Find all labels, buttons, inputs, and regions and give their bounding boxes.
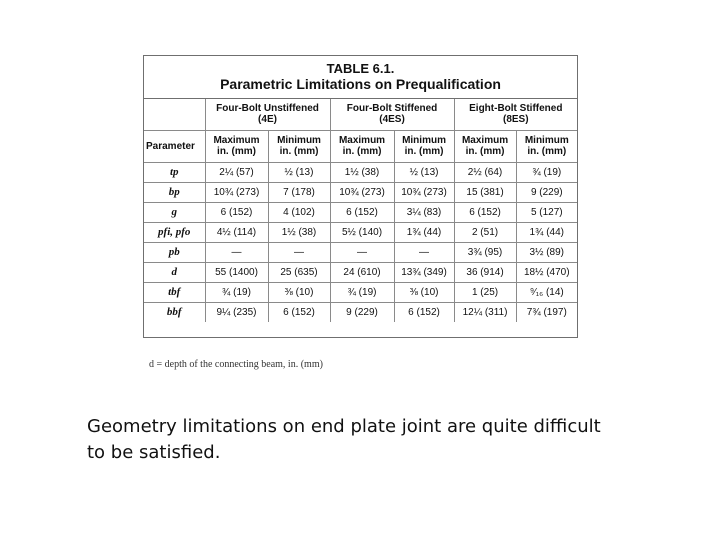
value-cell: 6 (152) [454, 202, 516, 222]
group-header-4es [330, 99, 454, 130]
group-4es-code: (4ES) [379, 114, 405, 126]
value-cell: 7 (178) [268, 182, 330, 202]
value-cell: ⅜ (10) [268, 282, 330, 302]
subheader-unit: in. (mm) [342, 146, 382, 157]
value-cell: ¾ (19) [516, 162, 577, 182]
table-row [144, 162, 577, 182]
subheader-unit: in. (mm) [404, 146, 444, 157]
value-cell: ¾ (19) [205, 282, 268, 302]
subheader-4e-max [205, 130, 268, 162]
parameter-cell: bp [144, 182, 205, 202]
group-8es-code: (8ES) [503, 114, 529, 126]
value-cell: ⅜ (10) [394, 282, 454, 302]
group-4es-name: Four-Bolt Stiffened [346, 103, 438, 115]
group-4e-code: (4E) [258, 114, 277, 126]
group-8es-name: Eight-Bolt Stiffened [469, 103, 563, 115]
value-cell: — [205, 242, 268, 262]
value-cell: 1¾ (44) [394, 222, 454, 242]
value-cell: 55 (1400) [205, 262, 268, 282]
value-cell: 2½ (64) [454, 162, 516, 182]
value-cell: — [268, 242, 330, 262]
value-cell: 6 (152) [205, 202, 268, 222]
parameter-cell: pfi, pfo [144, 222, 205, 242]
parameter-cell: pb [144, 242, 205, 262]
value-cell: 18½ (470) [516, 262, 577, 282]
table-body [144, 162, 577, 322]
value-cell: 2 (51) [454, 222, 516, 242]
value-cell: 9 (229) [330, 302, 394, 322]
value-cell: 1 (25) [454, 282, 516, 302]
subheader-label: Maximum [461, 135, 509, 146]
parameter-cell: g [144, 202, 205, 222]
table-row [144, 182, 577, 202]
value-cell: ⁹⁄₁₆ (14) [516, 282, 577, 302]
subheader-label: Maximum [213, 135, 260, 146]
value-cell: 3½ (89) [516, 242, 577, 262]
group-header-4e [205, 99, 330, 130]
value-cell: — [330, 242, 394, 262]
value-cell: 10¾ (273) [205, 182, 268, 202]
value-cell: 24 (610) [330, 262, 394, 282]
value-cell: 10¾ (273) [330, 182, 394, 202]
value-cell: 6 (152) [268, 302, 330, 322]
value-cell: — [394, 242, 454, 262]
parameter-cell: d [144, 262, 205, 282]
table-number: TABLE 6.1. [326, 61, 395, 76]
subheader-4e-min [268, 130, 330, 162]
subheader-unit: in. (mm) [217, 146, 256, 157]
value-cell: 25 (635) [268, 262, 330, 282]
table-row [144, 202, 577, 222]
table-row [144, 262, 577, 282]
value-cell: 3¾ (95) [454, 242, 516, 262]
subheader-8es-min [516, 130, 577, 162]
value-cell: 7¾ (197) [516, 302, 577, 322]
parameter-cell: tbf [144, 282, 205, 302]
value-cell: 9 (229) [516, 182, 577, 202]
parametric-limitations-table [143, 55, 578, 338]
value-cell: 5½ (140) [330, 222, 394, 242]
parameter-header: Parameter [144, 130, 205, 162]
subheader-8es-max [454, 130, 516, 162]
value-cell: 1½ (38) [330, 162, 394, 182]
limits-grid [144, 99, 577, 322]
subheader-4es-max [330, 130, 394, 162]
table-footnote: d = depth of the connecting beam, in. (mm) [149, 359, 323, 370]
parameter-cell: tp [144, 162, 205, 182]
subheader-label: Minimum [524, 135, 569, 146]
value-cell: 4 (102) [268, 202, 330, 222]
value-cell: 2¼ (57) [205, 162, 268, 182]
value-cell: ½ (13) [268, 162, 330, 182]
value-cell: 1½ (38) [268, 222, 330, 242]
value-cell: ½ (13) [394, 162, 454, 182]
parameter-cell: bbf [144, 302, 205, 322]
table-row [144, 222, 577, 242]
subheader-4es-min [394, 130, 454, 162]
value-cell: 3¼ (83) [394, 202, 454, 222]
value-cell: 13¾ (349) [394, 262, 454, 282]
value-cell: 6 (152) [394, 302, 454, 322]
table-row [144, 282, 577, 302]
table-row [144, 302, 577, 322]
group-header-8es [454, 99, 577, 130]
subheader-label: Minimum [277, 135, 321, 146]
value-cell: 36 (914) [454, 262, 516, 282]
subheader-unit: in. (mm) [527, 146, 567, 157]
value-cell: 12¼ (311) [454, 302, 516, 322]
value-cell: 15 (381) [454, 182, 516, 202]
subheader-label: Minimum [402, 135, 446, 146]
value-cell: 1¾ (44) [516, 222, 577, 242]
value-cell: 10¾ (273) [394, 182, 454, 202]
value-cell: 6 (152) [330, 202, 394, 222]
subheader-unit: in. (mm) [279, 146, 319, 157]
corner-cell [144, 99, 205, 130]
value-cell: 9¼ (235) [205, 302, 268, 322]
value-cell: 5 (127) [516, 202, 577, 222]
subheader-label: Maximum [338, 135, 386, 146]
group-4e-name: Four-Bolt Unstiffened [216, 103, 319, 115]
slide-caption: Geometry limitations on end plate joint are quite difficult to be satisfied. [87, 416, 601, 463]
subheader-unit: in. (mm) [465, 146, 505, 157]
table-title-area [144, 56, 577, 99]
table-title: Parametric Limitations on Prequalification [220, 76, 501, 92]
table-row [144, 242, 577, 262]
value-cell: 4½ (114) [205, 222, 268, 242]
value-cell: ¾ (19) [330, 282, 394, 302]
